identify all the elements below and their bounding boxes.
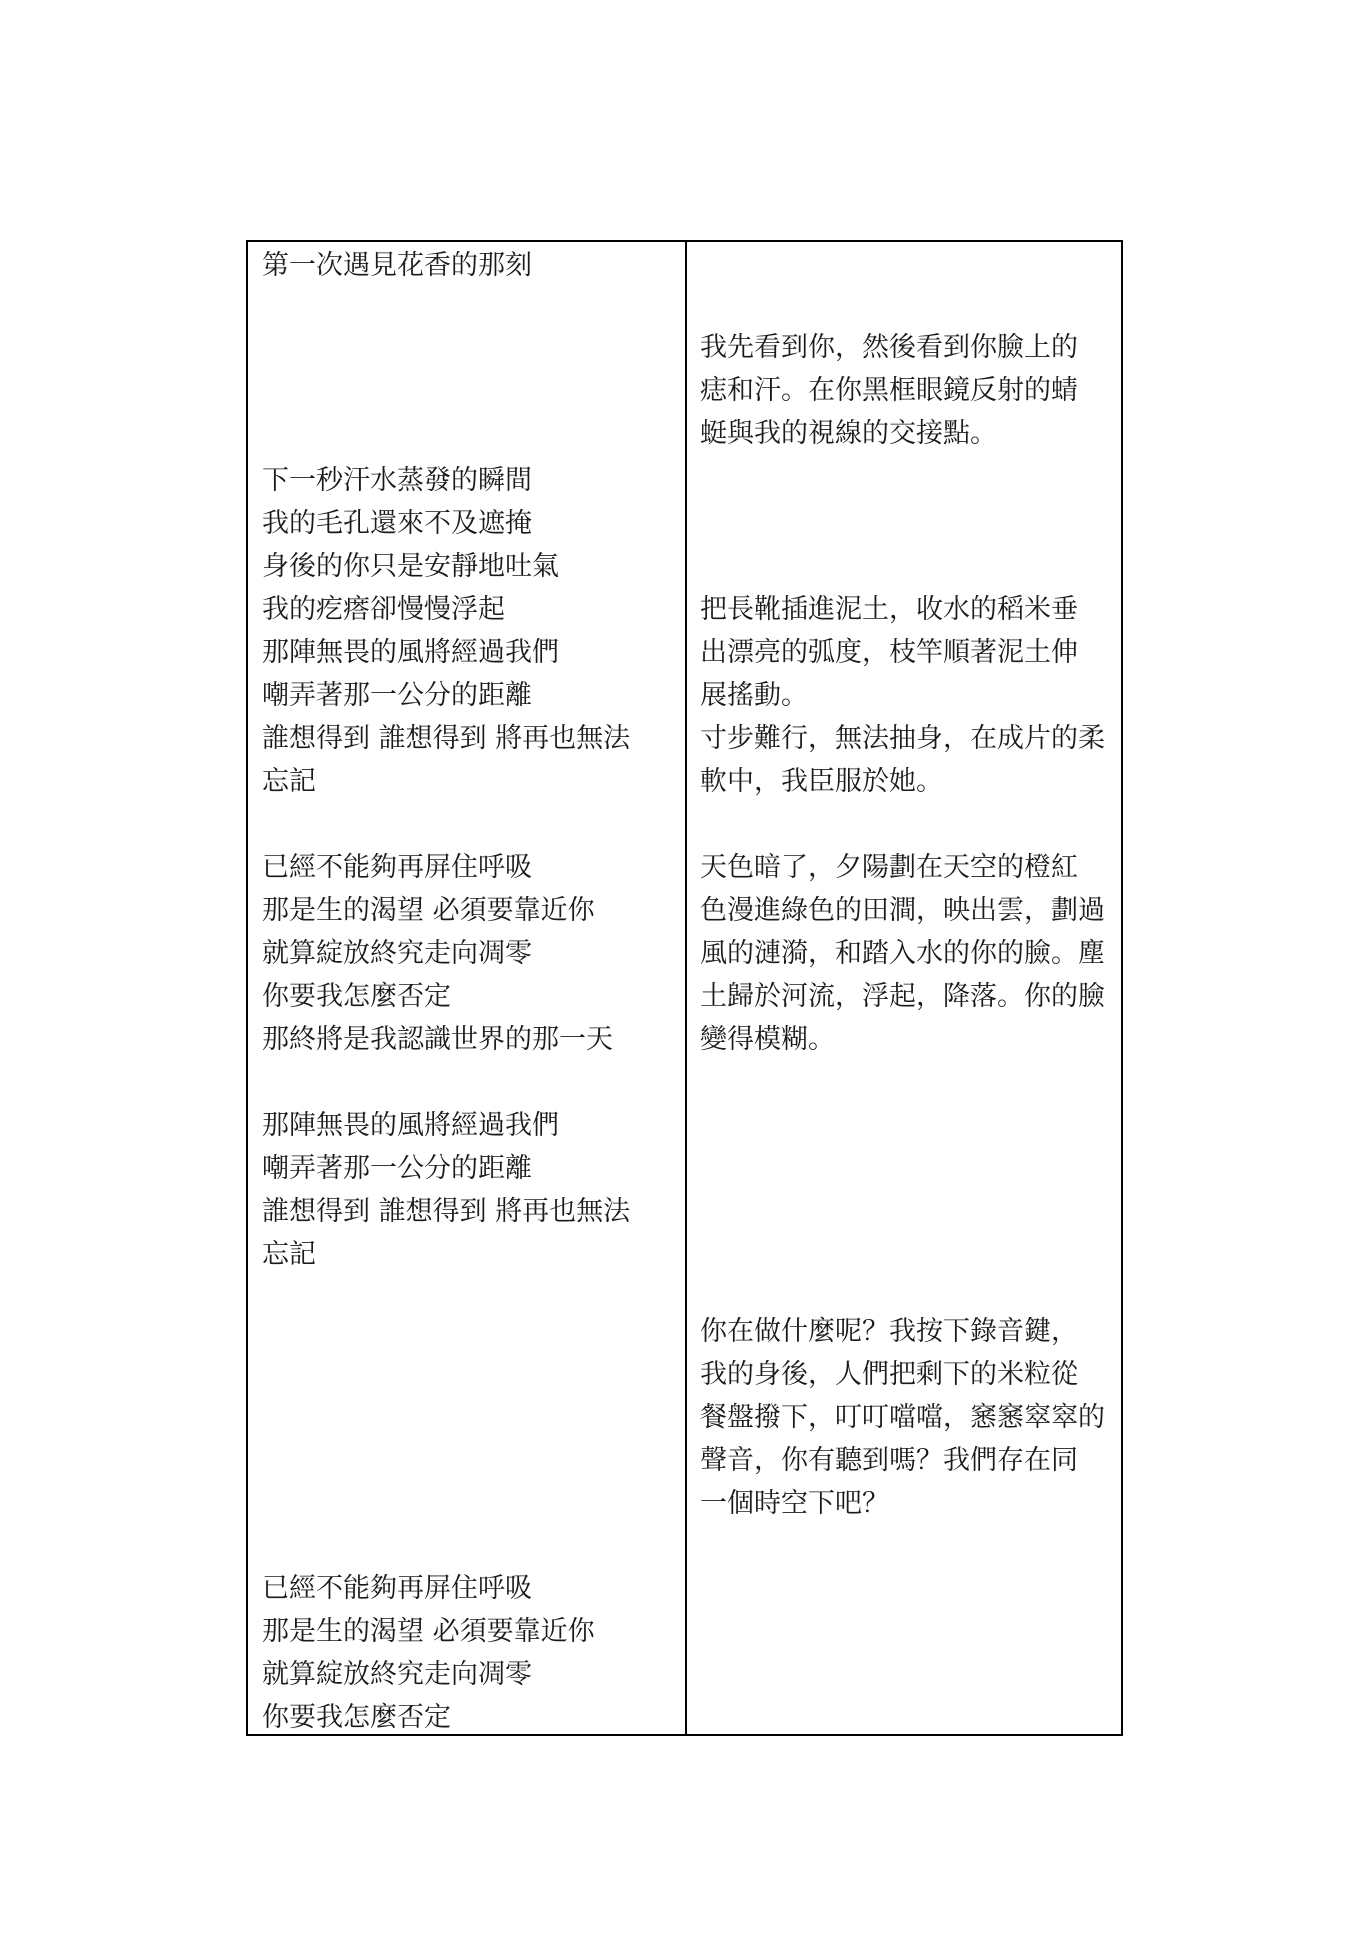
lyric-line: 下一秒汗水蒸發的瞬間 bbox=[262, 465, 532, 496]
lyrics-block-1 bbox=[262, 244, 532, 287]
prose-block-2 bbox=[700, 588, 1105, 803]
lyric-line: 那終將是我認識世界的那一天 bbox=[262, 1024, 613, 1055]
lyrics-block-3 bbox=[262, 846, 613, 1061]
lyric-line: 嘲弄著那一公分的距離 bbox=[262, 680, 532, 711]
lyric-line: 那是生的渴望 必須要靠近你 bbox=[262, 895, 595, 926]
lyric-line: 就算綻放終究走向凋零 bbox=[262, 1659, 532, 1690]
lyric-line: 已經不能夠再屏住呼吸 bbox=[262, 1573, 532, 1604]
lyric-line: 已經不能夠再屏住呼吸 bbox=[262, 852, 532, 883]
prose-line: 餐盤撥下，叮叮噹噹，窸窸窣窣的 bbox=[700, 1402, 1105, 1433]
prose-line: 風的漣漪，和踏入水的你的臉。塵 bbox=[700, 938, 1105, 969]
lyric-line: 你要我怎麼否定 bbox=[262, 1702, 451, 1733]
lyric-line: 誰想得到 誰想得到 將再也無法 bbox=[262, 723, 631, 754]
lyrics-block-5 bbox=[262, 1567, 595, 1739]
prose-block-4 bbox=[700, 1310, 1105, 1525]
lyrics-block-2 bbox=[262, 459, 630, 803]
column-divider bbox=[685, 242, 687, 1734]
two-column-table bbox=[246, 240, 1123, 1736]
prose-line: 土歸於河流，浮起，降落。你的臉 bbox=[700, 981, 1105, 1012]
lyric-line: 就算綻放終究走向凋零 bbox=[262, 938, 532, 969]
prose-line: 你在做什麼呢？我按下錄音鍵， bbox=[700, 1316, 1078, 1347]
lyric-line: 嘲弄著那一公分的距離 bbox=[262, 1153, 532, 1184]
prose-line: 變得模糊。 bbox=[700, 1024, 835, 1055]
prose-line: 我先看到你，然後看到你臉上的 bbox=[700, 332, 1078, 363]
lyric-line: 第一次遇見花香的那刻 bbox=[262, 250, 532, 281]
prose-block-3 bbox=[700, 846, 1105, 1061]
prose-line: 寸步難行，無法抽身，在成片的柔 bbox=[700, 723, 1105, 754]
prose-line: 聲音，你有聽到嗎？我們存在同 bbox=[700, 1445, 1078, 1476]
prose-line: 天色暗了，夕陽劃在天空的橙紅 bbox=[700, 852, 1078, 883]
prose-line: 把長靴插進泥土，收水的稻米垂 bbox=[700, 594, 1078, 625]
lyric-line: 誰想得到 誰想得到 將再也無法 bbox=[262, 1196, 631, 1227]
prose-line: 痣和汗。在你黑框眼鏡反射的蜻 bbox=[700, 375, 1078, 406]
lyric-line: 你要我怎麼否定 bbox=[262, 981, 451, 1012]
lyric-line: 那陣無畏的風將經過我們 bbox=[262, 1110, 559, 1141]
prose-line: 我的身後，人們把剩下的米粒從 bbox=[700, 1359, 1078, 1390]
prose-line: 出漂亮的弧度，枝竿順著泥土伸 bbox=[700, 637, 1078, 668]
prose-line: 展搖動。 bbox=[700, 680, 808, 711]
prose-line: 軟中，我臣服於她。 bbox=[700, 766, 943, 797]
prose-line: 色漫進綠色的田澗，映出雲，劃過 bbox=[700, 895, 1105, 926]
lyric-line: 我的毛孔還來不及遮掩 bbox=[262, 508, 532, 539]
prose-line: 一個時空下吧？ bbox=[700, 1488, 889, 1519]
lyric-line: 忘記 bbox=[262, 1239, 316, 1270]
lyric-line: 那是生的渴望 必須要靠近你 bbox=[262, 1616, 595, 1647]
lyric-line: 身後的你只是安靜地吐氣 bbox=[262, 551, 559, 582]
prose-block-1 bbox=[700, 326, 1078, 455]
prose-line: 蜓與我的視線的交接點。 bbox=[700, 418, 997, 449]
lyric-line: 忘記 bbox=[262, 766, 316, 797]
lyrics-block-4 bbox=[262, 1104, 630, 1276]
lyric-line: 那陣無畏的風將經過我們 bbox=[262, 637, 559, 668]
lyric-line: 我的疙瘩卻慢慢浮起 bbox=[262, 594, 505, 625]
